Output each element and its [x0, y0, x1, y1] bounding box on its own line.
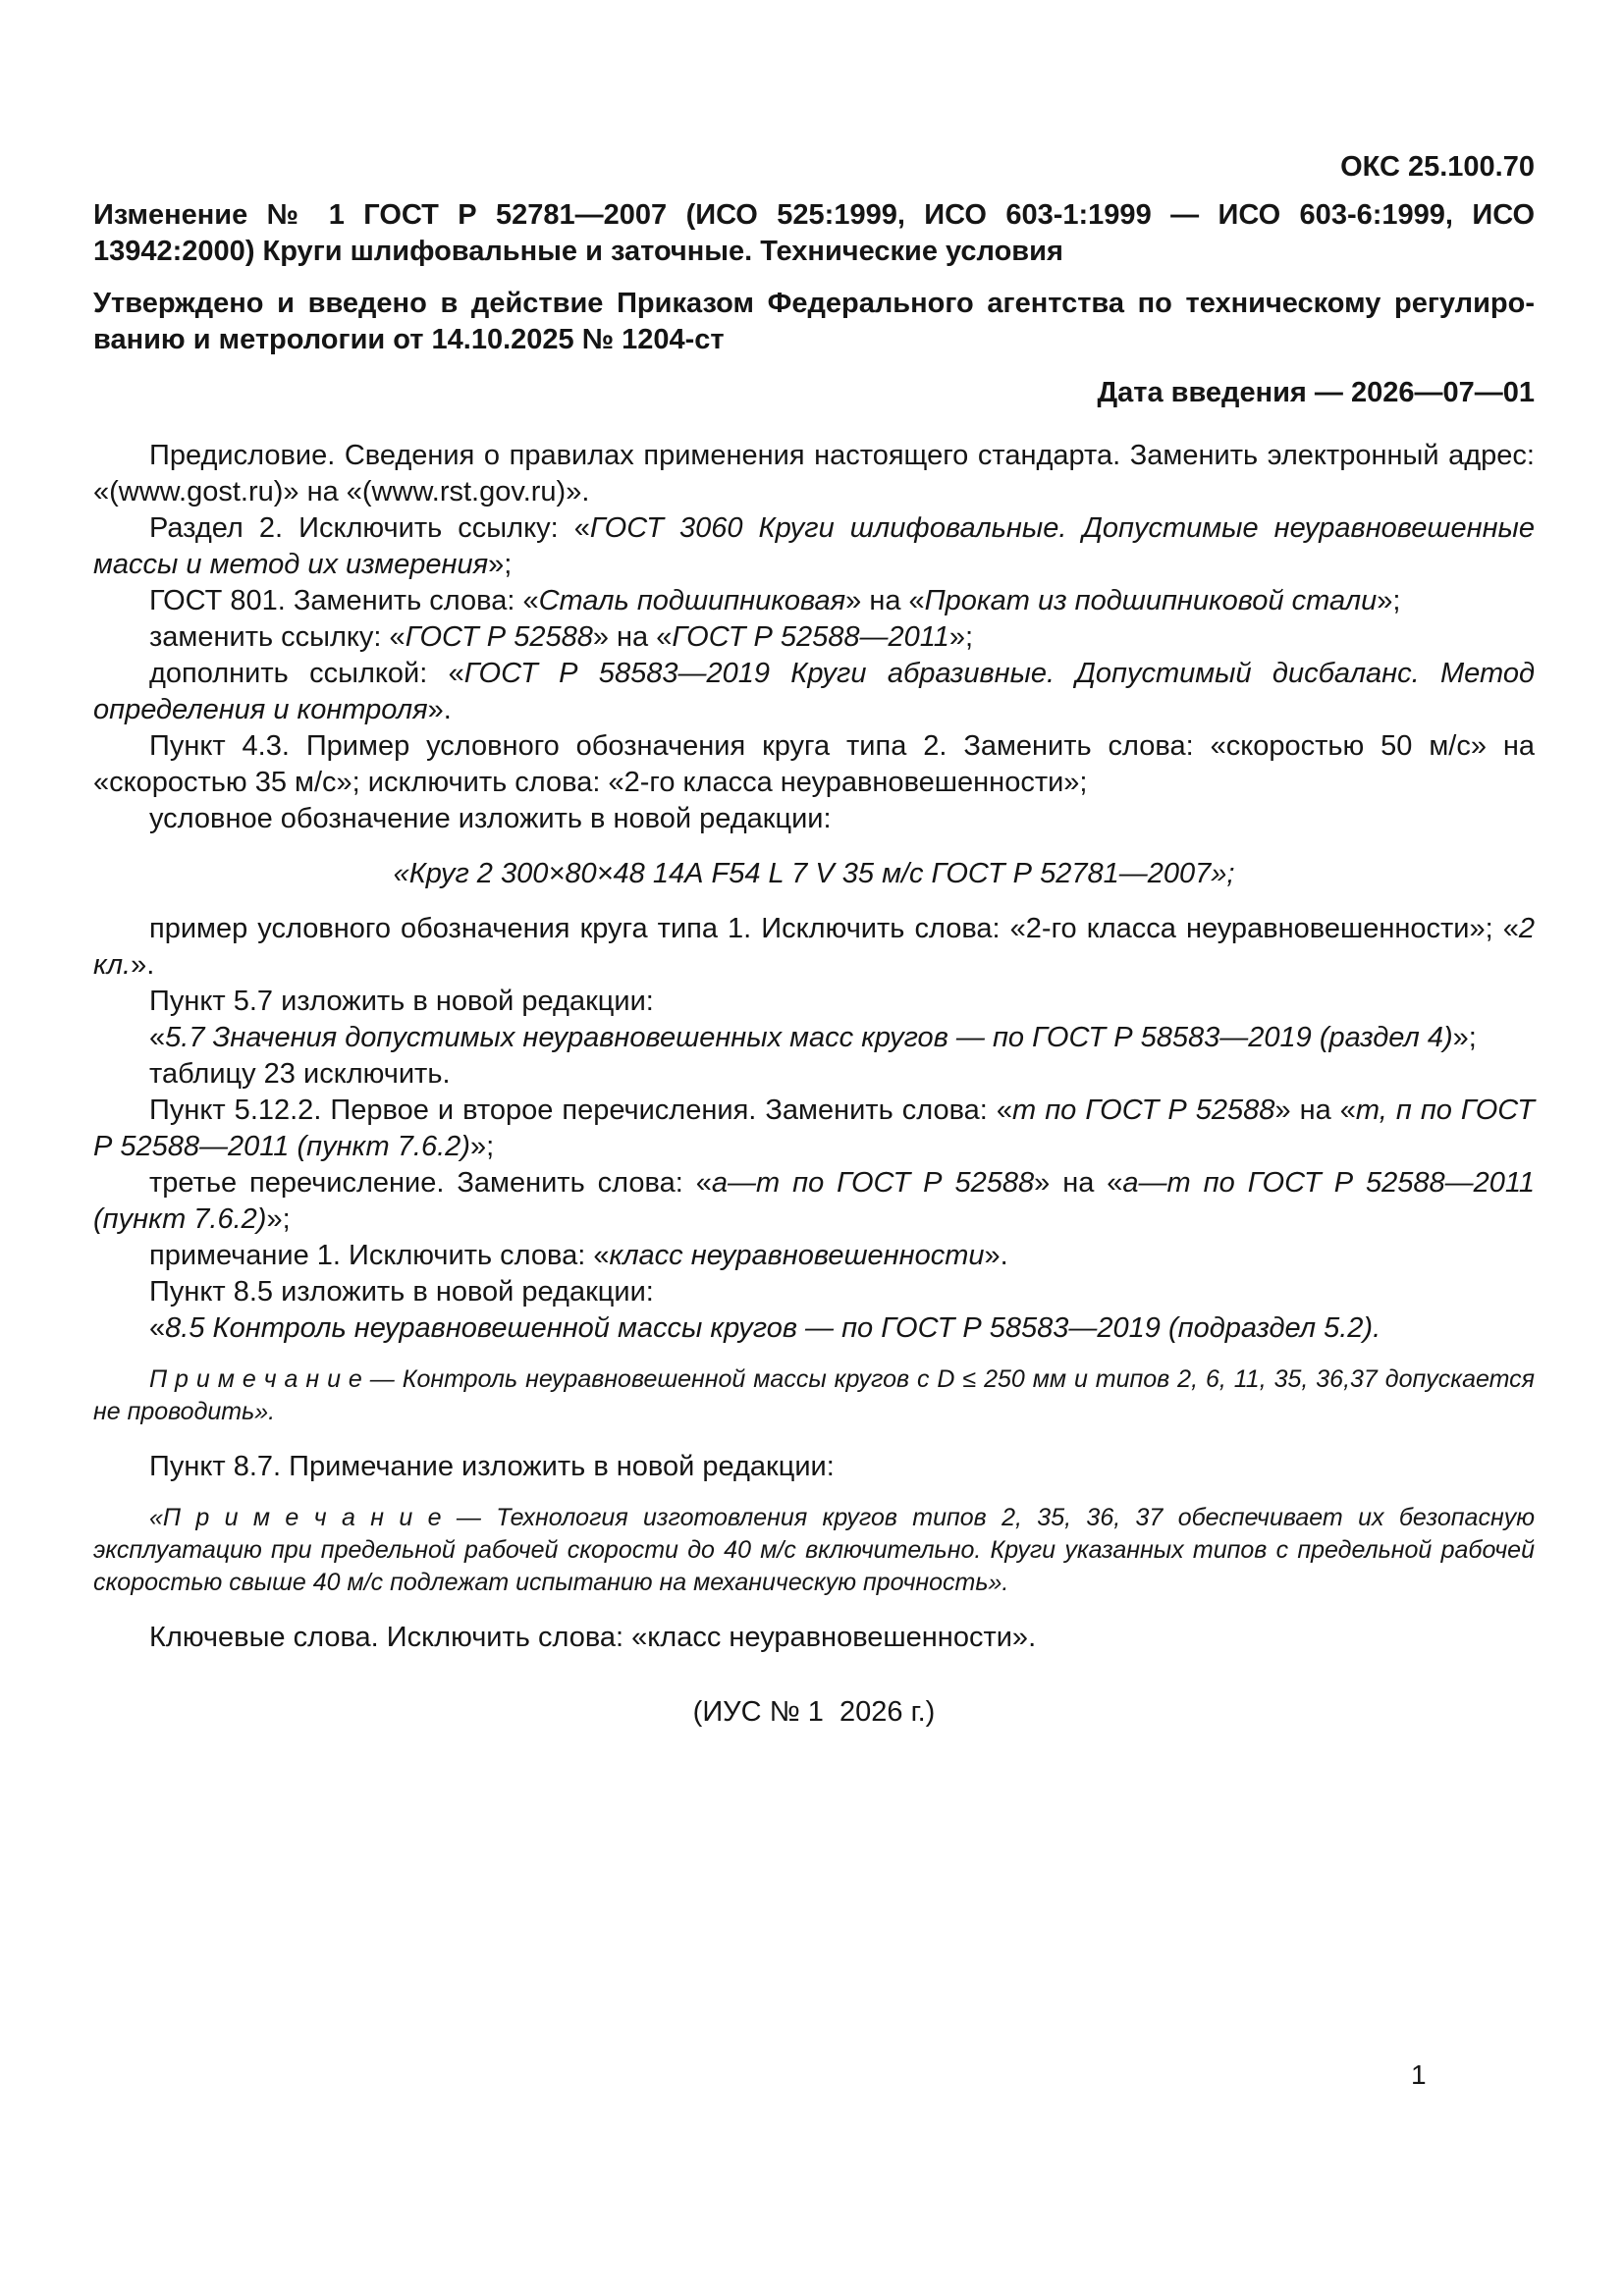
italic-text-run: 2 кл.: [93, 913, 1535, 981]
effective-date: Дата введения — 2026—07—01: [1097, 377, 1535, 408]
text-run: »;: [1377, 585, 1401, 616]
italic-text-run: класс неуравновешенности: [609, 1240, 985, 1271]
text-run: » на «: [1274, 1095, 1356, 1126]
paragraph-body-spaced: [93, 1449, 1535, 1485]
italic-text-run: ГОСТ Р 52588—2011: [672, 621, 949, 653]
text-run: заменить ссылку: «: [149, 621, 406, 653]
paragraph-designation: [93, 856, 1535, 892]
paragraph-note: [93, 1363, 1535, 1428]
text-run: примечание 1. Исключить слова: «: [149, 1240, 610, 1271]
paragraph-body-spaced: [93, 1620, 1535, 1656]
text-run: Ключевые слова. Исключить слова: «класс неуравновешенности».: [149, 1622, 1037, 1653]
paragraph-body: [93, 1056, 1535, 1093]
ius-issue-note: (ИУС № 1 2026 г.): [692, 1696, 936, 1728]
paragraph-body: [93, 1020, 1535, 1056]
text-run: Пункт 5.12.2. Первое и второе перечисления. Заменить слова: «: [149, 1095, 1013, 1126]
approval-paragraph: Утверждено и введено в действие Приказом Федерального агентства по техническому регулированию и метрологии от 14.10.2025 № 1204-ст: [93, 288, 1535, 355]
paragraph-body: [93, 1093, 1535, 1165]
text-run: Раздел 2. Исключить ссылку: «: [149, 512, 590, 544]
text-run: ».: [427, 694, 452, 725]
text-run: условное обозначение изложить в новой редакции:: [149, 803, 832, 834]
text-run: «: [149, 1312, 166, 1344]
paragraph-body: [93, 1238, 1535, 1274]
text-run: Пункт 8.5 изложить в новой редакции:: [149, 1276, 654, 1308]
text-run: » на «: [592, 621, 673, 653]
oks-classification-code: ОКС 25.100.70: [1340, 151, 1535, 183]
text-run: таблицу 23 исключить.: [149, 1058, 451, 1090]
text-run: Пункт 8.7. Примечание изложить в новой редакции:: [149, 1451, 835, 1482]
italic-text-run: Сталь подшипниковая: [538, 585, 846, 616]
paragraph-body: [93, 656, 1535, 728]
paragraph-body: [93, 728, 1535, 801]
text-run: ».: [131, 949, 155, 981]
paragraph-body: [93, 984, 1535, 1020]
text-run: »;: [488, 549, 513, 580]
italic-text-run: ГОСТ Р 58583—2019 Круги абразивные. Допустимый дисбаланс. Метод определения и контроля: [93, 658, 1535, 725]
italic-text-run: «П р и м е ч а н и е — Технология изготовления кругов типов 2, 35, 36, 37 обеспечивает их безопасную эксплуатацию при предельной рабочей скорости до 40 м/с включительно. Круги указанных типов с предельной рабочей скоростью свыше 40 м/с подлежат испытанию на механическую прочность».: [93, 1504, 1535, 1596]
text-run: «: [149, 1022, 166, 1053]
paragraph-body-first: [93, 438, 1535, 510]
text-run: »;: [1452, 1022, 1477, 1053]
italic-text-run: П р и м е ч а н и е — Контроль неуравновешенной массы кругов с D ≤ 250 мм и типов 2, 6, 11, 35, 36,37 допускается не проводить».: [93, 1365, 1535, 1425]
document-content: [93, 149, 1535, 1731]
italic-text-run: ГОСТ Р 52588: [405, 621, 593, 653]
text-run: Пункт 5.7 изложить в новой редакции:: [149, 986, 654, 1017]
italic-text-run: «Круг 2 300×80×48 14А F54 L 7 V 35 м/с ГОСТ Р 52781—2007»;: [393, 858, 1235, 889]
amendment-title: Изменение № 1 ГОСТ Р 52781—2007 (ИСО 525:1999, ИСО 603-1:1999 — ИСО 603-6:1999, ИСО 13942:2000) Круги шлифовальные и заточные. Технические условия: [93, 199, 1535, 267]
text-run: »;: [948, 621, 974, 653]
text-run: Предисловие. Сведения о правилах применения настоящего стандарта. Заменить электронный адрес: «(www.gost.ru)» на «(www.rst.gov.ru)».: [93, 440, 1535, 507]
paragraph-body: [93, 619, 1535, 656]
italic-text-run: а—т по ГОСТ Р 52588—2011 (пункт 7.6.2): [93, 1167, 1536, 1235]
paragraph-body: [93, 1274, 1535, 1310]
paragraph-body: [93, 801, 1535, 837]
italic-text-run: 5.7 Значения допустимых неуравновешенных масс кругов — по ГОСТ Р 58583—2019 (раздел 4): [165, 1022, 1453, 1053]
text-run: Пункт 4.3. Пример условного обозначения круга типа 2. Заменить слова: «скоростью 50 м/с» на «скоростью 35 м/с»; исключить слова: «2-го класса неуравновешенности»;: [93, 730, 1535, 798]
text-run: ГОСТ 801. Заменить слова: «: [149, 585, 539, 616]
text-run: »;: [469, 1131, 495, 1162]
text-run: ».: [984, 1240, 1008, 1271]
text-run: » на «: [1034, 1167, 1123, 1199]
paragraph-body: [93, 583, 1535, 619]
text-run: пример условного обозначения круга типа 1. Исключить слова: «2-го класса неуравновешенности»; «: [149, 913, 1519, 944]
amendment-body: [93, 438, 1535, 1656]
page-number: 1: [1411, 2059, 1427, 2090]
text-run: » на «: [845, 585, 925, 616]
text-run: дополнить ссылкой: «: [149, 658, 464, 689]
paragraph-body: [93, 510, 1535, 583]
paragraph-body: [93, 1165, 1535, 1238]
paragraph-note: [93, 1502, 1535, 1599]
text-run: »;: [266, 1203, 291, 1235]
italic-text-run: Прокат из подшипниковой стали: [924, 585, 1378, 616]
italic-text-run: т по ГОСТ Р 52588: [1012, 1095, 1275, 1126]
paragraph-body: [93, 1310, 1535, 1347]
italic-text-run: ГОСТ 3060 Круги шлифовальные. Допустимые неуравновешенные массы и метод их измерения: [93, 512, 1535, 580]
italic-text-run: 8.5 Контроль неуравновешенной массы кругов — по ГОСТ Р 58583—2019 (подраздел 5.2).: [165, 1312, 1381, 1344]
italic-text-run: т, п по ГОСТ Р 52588—2011 (пункт 7.6.2): [93, 1095, 1535, 1162]
italic-text-run: а—т по ГОСТ Р 52588: [711, 1167, 1035, 1199]
text-run: третье перечисление. Заменить слова: «: [149, 1167, 712, 1199]
paragraph-body: [93, 911, 1535, 984]
